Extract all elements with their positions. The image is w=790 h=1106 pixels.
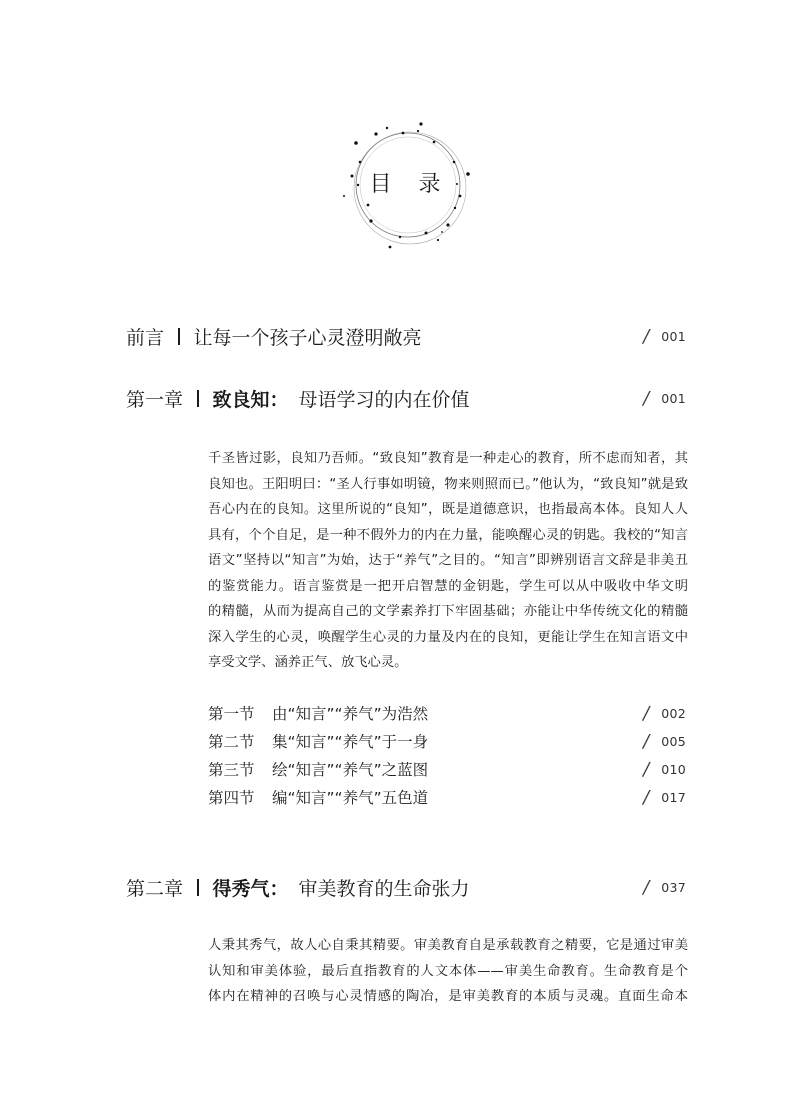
summary-line: 吾心内在的良知。这里所说的“良知”，既是道德意识，也指最高本体。良知人人 — [208, 502, 688, 517]
toc-section-4[interactable] — [208, 784, 686, 810]
chapter-title: 母语学习的内在价值 — [298, 388, 470, 411]
page-number: 037 — [661, 879, 686, 895]
summary-line: 享受文学、涵养正气、放飞心灵。 — [208, 655, 408, 670]
separator-slash: / — [643, 758, 650, 780]
preface-title: 让每一个孩子心灵澄明敞亮 — [193, 326, 422, 349]
page-ref — [643, 756, 686, 782]
separator-slash: / — [643, 702, 650, 724]
chapter-number: 第二章 — [126, 877, 184, 900]
page-number: 017 — [661, 789, 686, 805]
chapter-keyword: 得秀气： — [212, 877, 289, 900]
summary-line: 人秉其秀气，故人心自秉其精要。审美教育自是承载教育之精要，它是通过审美 — [208, 938, 688, 953]
chapter-keyword: 致良知： — [212, 388, 289, 411]
chapter-2-summary — [208, 933, 688, 1010]
separator-slash: / — [643, 387, 650, 409]
section-title: 集“知言”“养气”于一身 — [272, 733, 429, 751]
section-number: 第二节 — [208, 733, 255, 751]
divider-bar — [197, 879, 199, 896]
divider-bar — [178, 328, 180, 345]
section-title: 编“知言”“养气”五色道 — [272, 789, 429, 807]
toc-section-3[interactable] — [208, 756, 686, 782]
section-number: 第三节 — [208, 761, 255, 779]
page-number: 005 — [661, 733, 686, 749]
section-number: 第四节 — [208, 789, 255, 807]
summary-line: 的精髓，从而为提高自己的文学素养打下牢固基础；亦能让中华传统文化的精髓 — [208, 604, 688, 619]
summary-line: 的鉴赏能力。语言鉴赏是一把开启智慧的金钥匙，学生可以从中吸收中华文明 — [208, 578, 688, 594]
page-ref — [643, 321, 686, 351]
separator-slash: / — [643, 876, 650, 898]
page-ref — [643, 728, 686, 754]
divider-bar — [197, 390, 199, 407]
page-ref — [643, 872, 686, 902]
summary-line: 体内在精神的召唤与心灵情感的陶冶，是审美教育的本质与灵魂。直面生命本 — [208, 989, 688, 1004]
summary-line: 认知和审美体验，最后直指教育的人文本体——审美生命教育。生命教育是个 — [208, 963, 688, 979]
section-title: 由“知言”“养气”为浩然 — [272, 705, 429, 723]
toc-title: 目 录 — [369, 172, 451, 197]
summary-line: 具有，个个自足，是一种不假外力的内在力量，能唤醒心灵的钥匙。我校的“知言 — [208, 527, 688, 543]
page-number: 001 — [661, 328, 686, 344]
page-ref — [643, 700, 686, 726]
toc-title-ornament — [330, 112, 490, 262]
chapter-1-summary — [208, 446, 688, 676]
page-number: 001 — [661, 390, 686, 406]
separator-slash: / — [643, 730, 650, 752]
separator-slash: / — [643, 325, 650, 347]
section-number: 第一节 — [208, 705, 255, 723]
toc-entry-chapter-2[interactable] — [126, 872, 686, 902]
summary-line: 良知也。王阳明曰：“圣人行事如明镜，物来则照而已。”他认为，“致良知”就是致 — [208, 476, 688, 492]
toc-entry-chapter-1[interactable] — [126, 383, 686, 413]
page-number: 010 — [661, 761, 686, 777]
section-title: 绘“知言”“养气”之蓝图 — [272, 761, 429, 779]
toc-section-2[interactable] — [208, 728, 686, 754]
toc-entry-preface[interactable] — [126, 321, 686, 351]
chapter-number: 第一章 — [126, 388, 184, 411]
summary-line: 千圣皆过影，良知乃吾师。“致良知”教育是一种走心的教育，所不虑而知者，其 — [208, 451, 688, 466]
page-ref — [643, 383, 686, 413]
toc-section-1[interactable] — [208, 700, 686, 726]
separator-slash: / — [643, 786, 650, 808]
summary-line: 深入学生的心灵，唤醒学生心灵的力量及内在的良知，更能让学生在知言语文中 — [208, 629, 688, 645]
preface-label: 前言 — [126, 326, 165, 349]
chapter-title: 审美教育的生命张力 — [298, 877, 470, 900]
summary-line: 语文”坚持以“知言”为始，达于“养气”之目的。“知言”即辨别语言文辞是非美丑 — [208, 553, 688, 568]
page-number: 002 — [661, 705, 686, 721]
page-ref — [643, 784, 686, 810]
